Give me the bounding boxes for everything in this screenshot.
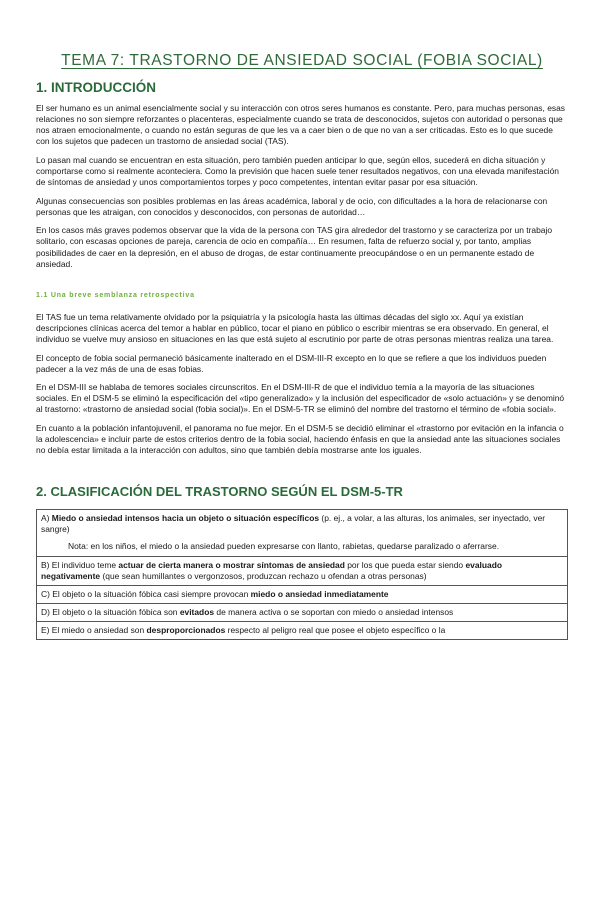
criterion-text: de manera activa o se soportan con miedo o ansiedad intensos: [214, 606, 454, 617]
paragraph: El concepto de fobia social permaneció básicamente inalterado en el DSM-III-R excepto en lo que se refiere a que los individuos pueden padecer a la vez más de una de esas fobias.: [36, 352, 547, 374]
criterion-text: (que sean humillantes o vergonzosos, produzcan rechazo u ofendan a otras personas): [100, 570, 427, 581]
criterion-row: [37, 510, 568, 556]
criterion-row: [37, 621, 568, 639]
criterion-cell: [37, 585, 568, 603]
criterion-text: (p. ej., a volar, a las alturas, los animales, ser inyectado, ver sangre): [41, 513, 546, 535]
criterion-row: [37, 556, 568, 585]
criterion-text: A): [41, 513, 52, 524]
paragraph: El TAS fue un tema relativamente olvidado por la psiquiatría y la psicología hasta las últimas décadas del siglo xx. Aquí ya existían descripciones clínicas acerca del temor a hablar en público, tocar el piano en público o escribir mientras se era observado. En general, el individuo se vuelve muy ansioso en situaciones en las que está sujeto al escrutinio por parte de otras personas mientras realiza una tarea.: [36, 311, 554, 344]
criterion-bold-text: evaluado negativamente: [41, 559, 503, 581]
criterion-text: respecto al peligro real que posee el objeto específico o la: [225, 624, 446, 635]
section-heading-clasificacion: 2. CLASIFICACIÓN DEL TRASTORNO SEGÚN EL DSM-5-TR: [36, 484, 403, 500]
paragraph: El ser humano es un animal esencialmente social y su interacción con otros seres humanos es constante. Pero, para muchas personas, esas relaciones no son siempre reforzantes o placenteras, especialmente cuando se trata de desconocidos, sujetos con autoridad o personas que nos atraen emocionalmente, o cuando no están seguras de que les va a caer bien o de que no van a ser criticadas. Esto es lo que sucede con los sujetos que padecen un trastorno de ansiedad social (TAS).: [36, 103, 566, 147]
criterion-text: C) El objeto o la situación fóbica casi siempre provocan: [41, 588, 251, 599]
criterion-bold-text: Miedo o ansiedad intensos hacia un objeto o situación específicos: [51, 513, 320, 524]
criterion-bold-text: actuar de cierta manera o mostrar síntomas de ansiedad: [118, 559, 345, 570]
paragraph: En los casos más graves podemos observar que la vida de la persona con TAS gira alrededor del trastorno y se caracteriza por un trabajo solitario, con escasas opciones de pareja, carencia de ocio en compañía… En resumen, falta de refuerzo social y, por tanto, amplias posibilidades de caer en la depresión, en el abuso de drogas, de estar continuamente preocupándose o en un permanente estado de ansiedad.: [36, 225, 553, 269]
criterion-cell: [37, 603, 568, 621]
criterion-bold-text: evitados: [179, 606, 215, 617]
section-heading-introduccion: 1. INTRODUCCIÓN: [36, 80, 157, 95]
criterion-note: Nota: en los niños, el miedo o la ansiedad pueden expresarse con llanto, rabietas, quedarse paralizado o aferrarse.: [68, 541, 500, 552]
paragraph: Algunas consecuencias son posibles problemas en las áreas académica, laboral y de ocio, con dificultades a la hora de relacionarse con personas que les atraigan, con conocidos y desconocidos, con personas de autoridad…: [36, 195, 548, 217]
document-title: TEMA 7: TRASTORNO DE ANSIEDAD SOCIAL (FOBIA SOCIAL): [61, 52, 543, 69]
criterion-text: B) El individuo teme: [41, 559, 119, 570]
criterion-cell: [37, 510, 568, 556]
paragraph: En cuanto a la población infantojuvenil, el panorama no fue mejor. En el DSM-5 se decidió eliminar el «trastorno por evitación en la infancia o la adolescencia» e incluir parte de estos criterios dentro de la fobia social, haciendo énfasis en que la ansiedad ante las situaciones sociales no debía estar limitada a la interacción con adultos, sino que también debía mostrarse ante los iguales.: [36, 422, 564, 456]
criterion-row: [37, 603, 568, 621]
criterion-text: por los que pueda estar siendo: [344, 559, 466, 570]
criterion-row: [37, 585, 568, 603]
criteria-table: [36, 509, 568, 640]
criterion-bold-text: desproporcionados: [146, 624, 226, 635]
subsection-heading: 1.1 Una breve semblanza retrospectiva: [36, 291, 195, 299]
criterion-cell: [37, 556, 568, 585]
document-page: [0, 52, 600, 900]
criterion-bold-text: miedo o ansiedad inmediatamente: [250, 588, 389, 599]
criterion-text: D) El objeto o la situación fóbica son: [41, 606, 180, 617]
paragraph: En el DSM-III se hablaba de temores sociales circunscritos. En el DSM-III-R de que el individuo temía a la mayoría de las situaciones sociales. En el DSM-5 se eliminó la especificación del «tipo generalizado» y la inclusión del especificador de «solo actuación» y se denominó al trastorno: «trastorno de ansiedad social (fobia social)». En el DSM-5-TR se eliminó del nombre del trastorno el término de «fobia social».: [36, 382, 565, 415]
criterion-text: E) El miedo o ansiedad son: [41, 624, 147, 635]
paragraph: Lo pasan mal cuando se encuentran en esta situación, pero también pueden anticipar lo que, según ellos, sucederá en dicha situación y comportarse como si realmente aconteciera. Como la previsión que hacen suele tener resultados negativos, con una elevada manifestación de síntomas de ansiedad y unos comportamientos torpes y poco competentes, intentan evitar pasar por esa situación.: [36, 154, 559, 188]
criterion-cell: [37, 621, 568, 639]
